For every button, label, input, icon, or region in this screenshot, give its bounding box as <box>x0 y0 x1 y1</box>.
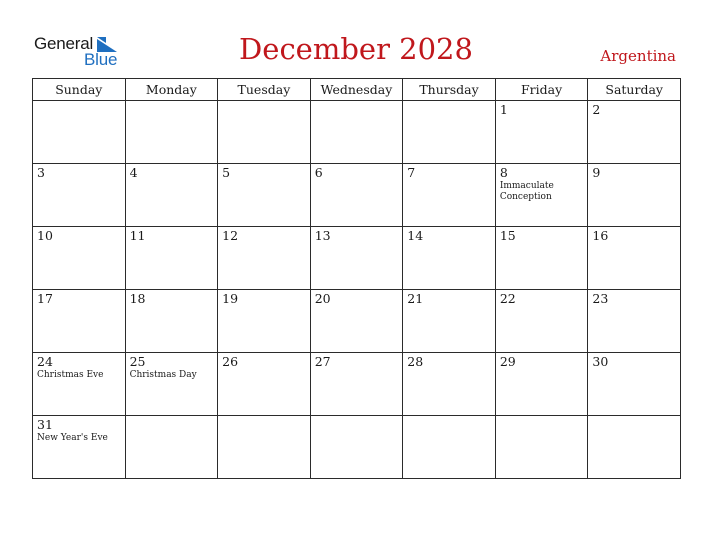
day-number: 11 <box>129 228 146 243</box>
holiday-label <box>496 417 588 418</box>
day-cell <box>218 227 311 290</box>
day-cell <box>403 290 496 353</box>
day-cell <box>125 416 218 479</box>
weekday-header-row <box>33 79 681 101</box>
holiday-label <box>496 243 588 244</box>
week-row <box>33 416 681 479</box>
week-row <box>33 164 681 227</box>
day-cell <box>218 416 311 479</box>
day-number: 28 <box>407 354 424 369</box>
day-cell <box>218 164 311 227</box>
country-label: Argentina <box>600 47 676 65</box>
holiday-label <box>403 369 495 370</box>
day-number: 4 <box>129 165 138 180</box>
day-number: 31 <box>37 417 53 432</box>
weekday-header: Sunday <box>33 79 126 101</box>
day-cell <box>310 101 403 164</box>
day-cell <box>588 353 681 416</box>
day-number: 27 <box>314 354 331 369</box>
holiday-label <box>588 180 680 181</box>
day-cell <box>588 416 681 479</box>
day-cell <box>218 290 311 353</box>
day-cell <box>495 353 588 416</box>
holiday-label <box>311 417 403 418</box>
holiday-label <box>218 369 310 370</box>
day-cell <box>495 101 588 164</box>
holiday-label <box>311 180 403 181</box>
day-cell <box>588 290 681 353</box>
holiday-label <box>403 102 495 103</box>
brand-name-line2: Blue <box>84 50 118 69</box>
day-number: 19 <box>222 291 239 306</box>
day-cell <box>310 227 403 290</box>
holiday-label <box>496 369 588 370</box>
weekday-header: Monday <box>125 79 218 101</box>
holiday-label <box>126 102 218 103</box>
day-cell <box>588 101 681 164</box>
holiday-label <box>311 369 403 370</box>
holiday-label <box>218 180 310 181</box>
week-row <box>33 227 681 290</box>
holiday-label <box>403 243 495 244</box>
holiday-label <box>311 243 403 244</box>
day-number: 16 <box>592 228 609 243</box>
day-number: 13 <box>314 228 331 243</box>
day-number: 1 <box>499 102 508 117</box>
holiday-label <box>126 180 218 181</box>
day-number: 9 <box>592 165 601 180</box>
day-number: 29 <box>499 354 516 369</box>
day-number: 18 <box>129 291 146 306</box>
holiday-label: Christmas Day <box>129 370 197 380</box>
day-cell <box>403 164 496 227</box>
holiday-label <box>311 102 403 103</box>
day-number: 24 <box>37 354 53 369</box>
day-number: 14 <box>407 228 424 243</box>
holiday-label <box>403 417 495 418</box>
day-cell <box>33 227 126 290</box>
week-row <box>33 101 681 164</box>
holiday-label: Christmas Eve <box>37 370 104 380</box>
day-cell <box>588 164 681 227</box>
calendar-grid <box>32 78 681 479</box>
day-number: 26 <box>222 354 239 369</box>
day-cell <box>310 416 403 479</box>
holiday-label <box>218 417 310 418</box>
day-cell <box>495 227 588 290</box>
holiday-label <box>126 417 218 418</box>
day-number: 25 <box>129 354 146 369</box>
holiday-label <box>496 306 588 307</box>
holiday-label <box>403 306 495 307</box>
day-number: 2 <box>592 102 601 117</box>
day-number: 8 <box>499 165 508 180</box>
week-row <box>33 353 681 416</box>
holiday-label <box>588 117 680 118</box>
holiday-label: New Year's Eve <box>37 433 108 443</box>
day-cell <box>495 416 588 479</box>
holiday-label <box>126 306 218 307</box>
weekday-header: Thursday <box>403 79 496 101</box>
holiday-label <box>218 102 310 103</box>
day-cell <box>588 227 681 290</box>
day-number: 3 <box>37 165 45 180</box>
weekday-header: Wednesday <box>310 79 403 101</box>
holiday-label <box>496 117 588 118</box>
day-cell <box>495 290 588 353</box>
day-cell <box>403 227 496 290</box>
calendar-title: December 2028 <box>239 32 473 66</box>
day-cell <box>33 290 126 353</box>
day-cell <box>33 101 126 164</box>
day-number: 7 <box>407 165 416 180</box>
day-cell <box>125 353 218 416</box>
holiday-label <box>403 180 495 181</box>
day-cell <box>33 416 126 479</box>
day-number: 22 <box>499 291 516 306</box>
day-number: 5 <box>222 165 231 180</box>
holiday-label <box>311 306 403 307</box>
day-cell <box>495 164 588 227</box>
day-number: 10 <box>37 228 53 243</box>
day-number: 12 <box>222 228 239 243</box>
holiday-label <box>218 306 310 307</box>
day-cell <box>218 101 311 164</box>
day-number: 30 <box>592 354 609 369</box>
day-number: 21 <box>407 291 424 306</box>
holiday-label <box>588 417 680 418</box>
day-cell <box>403 101 496 164</box>
holiday-label <box>588 306 680 307</box>
day-cell <box>310 290 403 353</box>
day-cell <box>403 353 496 416</box>
holiday-label <box>33 243 125 244</box>
holiday-label <box>33 306 125 307</box>
holiday-label <box>126 243 218 244</box>
holiday-label: Immaculate Conception <box>499 181 554 202</box>
day-cell <box>403 416 496 479</box>
holiday-label <box>33 102 125 103</box>
day-cell <box>125 101 218 164</box>
day-number: 23 <box>592 291 609 306</box>
holiday-label <box>218 243 310 244</box>
weekday-header: Tuesday <box>218 79 311 101</box>
week-row <box>33 290 681 353</box>
day-cell <box>125 164 218 227</box>
weekday-header: Saturday <box>588 79 681 101</box>
day-cell <box>33 353 126 416</box>
holiday-label <box>588 243 680 244</box>
day-cell <box>310 164 403 227</box>
day-number: 20 <box>314 291 331 306</box>
day-cell <box>125 227 218 290</box>
day-cell <box>310 353 403 416</box>
day-number: 6 <box>314 165 323 180</box>
holiday-label <box>588 369 680 370</box>
day-cell <box>218 353 311 416</box>
day-cell <box>33 164 126 227</box>
day-number: 17 <box>37 291 53 306</box>
brand-name-line1: General <box>34 34 94 53</box>
holiday-label <box>33 180 125 181</box>
weekday-header: Friday <box>495 79 588 101</box>
day-cell <box>125 290 218 353</box>
day-number: 15 <box>499 228 516 243</box>
